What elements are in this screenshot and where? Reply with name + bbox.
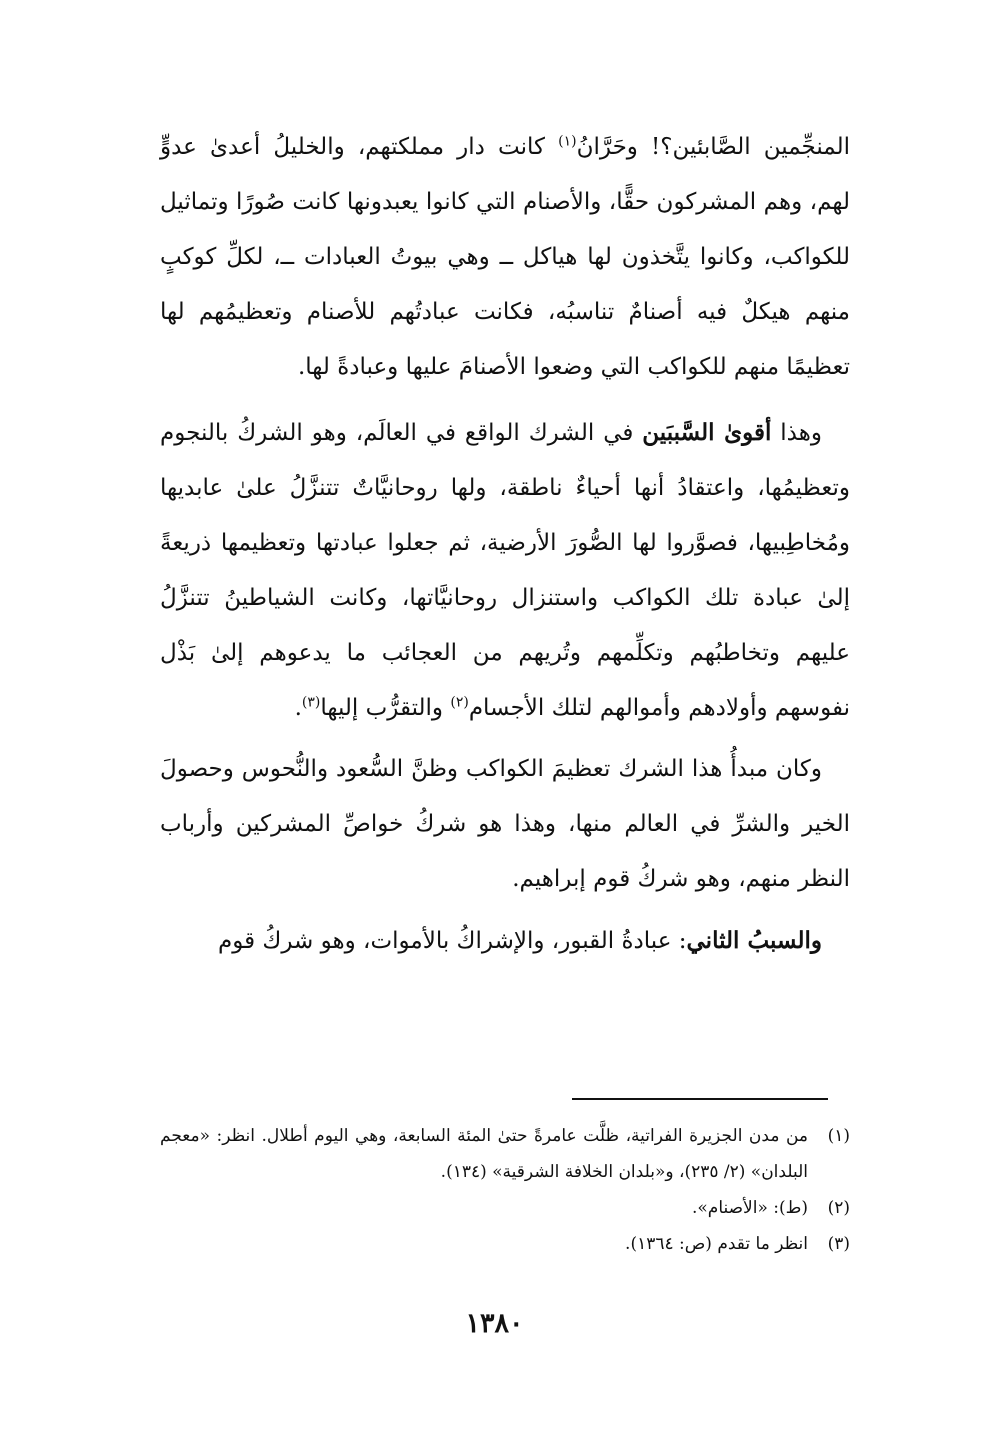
footnote-ref-2[interactable]: (٢)	[450, 694, 469, 711]
footnote-3-number: (٣)	[827, 1234, 850, 1254]
paragraph-4-bold-term: والسببُ الثاني	[686, 927, 822, 954]
footnote-2-text: (ط): «الأصنام».	[691, 1198, 808, 1218]
page-number: ١٣٨٠	[465, 1308, 524, 1339]
paragraph-1-text-b: كانت دار مملكتهم، والخليلُ أعدىٰ عدوٍّ لهم، وهم المشركون حقًّا، والأصنام التي كانوا يعبدونها كانت صُورًا وتماثيل للكواكب، وكانوا يتَّخذون لها هياكل ــ وهي بيوتُ العبادات ــ، لكلِّ كوكبٍ منهم هيكلٌ فيه أصنامٌ تناسبُه، فكانت عبادتُهم للأصنام وتعظيمُهم لها تعظيمًا منهم للكواكب التي وضعوا الأصنامَ عليها وعبادةً لها.	[160, 134, 850, 380]
paragraph-1-text-a: المنجِّمين الصَّابئين؟! وحَرَّانُ	[576, 134, 850, 160]
footnote-3	[160, 1226, 850, 1262]
footnote-separator	[572, 1098, 828, 1100]
footnote-ref-3[interactable]: (٣)	[301, 694, 321, 711]
footnote-1-number: (١)	[827, 1126, 850, 1146]
paragraph-2-text-a: وهذا	[771, 420, 822, 446]
paragraph-2-text-d: .	[294, 695, 302, 721]
paragraph-2-text-c: والتقرُّب إليها	[320, 695, 451, 721]
footnote-2-number: (٢)	[827, 1198, 850, 1218]
paragraph-2-text-b: في الشرك الواقع في العالَم، وهو الشركُ بالنجوم وتعظيمُها، واعتقادُ أنها أحياءٌ ناطقة، ولها روحانيَّاتٌ تتنزَّلُ علىٰ عابديها ومُخاطِبيها، فصوَّروا لها الصُّورَ الأرضية، ثم جعلوا عبادتها وتعظيمها ذريعةً إلىٰ عبادة تلك الكواكب واستنزال روحانيَّاتها، وكانت الشياطينُ تتنزَّلُ عليهم وتخاطبُهم وتكلِّمهم وتُريهم من العجائب ما يدعوهم إلىٰ بَذْل نفوسهم وأولادهم وأموالهم لتلك الأجسام	[160, 420, 850, 721]
footnote-2	[160, 1190, 850, 1226]
footnotes	[160, 1118, 850, 1262]
footnote-ref-1[interactable]: (١)	[558, 133, 577, 150]
paragraph-4	[160, 913, 850, 969]
paragraph-2-bold-term: أقوىٰ السَّببَين	[642, 419, 772, 446]
paragraph-4-text: : عبادةُ القبور، والإشراكُ بالأموات، وهو شركُ قوم	[217, 928, 687, 954]
footnote-3-text: انظر ما تقدم (ص: ١٣٦٤).	[625, 1234, 808, 1254]
paragraph-3	[160, 742, 850, 907]
main-text	[160, 120, 850, 969]
footnote-1-text: من مدن الجزيرة الفراتية، ظلَّت عامرةً حتىٰ المئة السابعة، وهي اليوم أطلال. انظر: «معجم البلدان» (٢/ ٢٣٥)، و«بلدان الخلافة الشرقية» (١٣٤).	[160, 1126, 808, 1182]
paragraph-3-text: وكان مبدأُ هذا الشرك تعظيمَ الكواكب وظنَّ السُّعود والنُّحوس وحصولَ الخير والشرِّ في العالم منها، وهذا هو شركُ خواصِّ المشركين وأرباب النظر منهم، وهو شركُ قوم إبراهيم.	[160, 756, 850, 892]
paragraph-1	[160, 120, 850, 395]
footnote-1	[160, 1118, 850, 1190]
paragraph-2	[160, 405, 850, 736]
